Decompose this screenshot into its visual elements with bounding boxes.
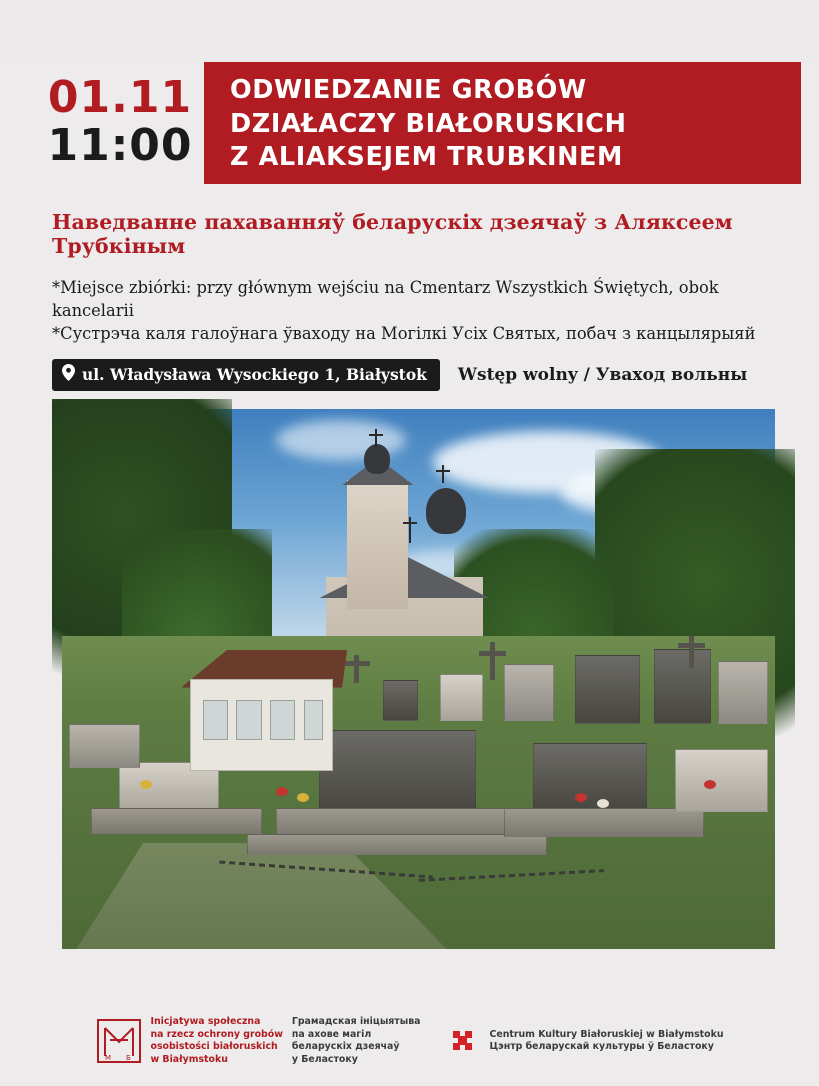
flower bbox=[597, 799, 609, 808]
footer-logos bbox=[0, 1016, 819, 1066]
inicjatywa-monogram-icon bbox=[96, 1018, 142, 1064]
title-line-3: Z ALIAKSEJEM TRUBKINEM bbox=[230, 142, 624, 173]
logo-line: na rzecz ochrony grobów bbox=[150, 1028, 283, 1040]
inicjatywa-text-be bbox=[292, 1016, 421, 1066]
gravestone bbox=[675, 749, 768, 812]
window bbox=[270, 700, 295, 740]
logo-line: Inicjatywa społeczna bbox=[150, 1016, 261, 1028]
header bbox=[44, 62, 801, 184]
event-date: 01.11 bbox=[47, 72, 193, 124]
gravestone bbox=[69, 724, 140, 768]
flower bbox=[297, 793, 309, 802]
centrum-text bbox=[489, 1029, 723, 1054]
poster bbox=[0, 62, 819, 1086]
logo-line: у Беластоку bbox=[291, 1053, 358, 1065]
cemetery-path bbox=[76, 843, 447, 949]
gravestone bbox=[575, 655, 639, 724]
gravestone bbox=[533, 743, 647, 812]
church-dome bbox=[426, 488, 466, 534]
gravestone bbox=[383, 680, 419, 721]
photo-ground bbox=[62, 636, 775, 949]
logo-line: osobistości białoruskich bbox=[150, 1041, 278, 1053]
title-line-2: DZIAŁACZY BIAŁORUSKICH bbox=[230, 108, 627, 139]
gravestone bbox=[654, 649, 711, 724]
grave-kerb bbox=[247, 834, 546, 856]
logo-line: w Białymstoku bbox=[150, 1053, 228, 1065]
date-time-block bbox=[44, 62, 204, 184]
window bbox=[203, 700, 228, 740]
note-line-be: *Сустрэча каля галоўнага ўваходу на Могілкі Усіх Святых, побач з канцылярыяй bbox=[52, 324, 756, 344]
logo-inicjatywa bbox=[96, 1016, 421, 1066]
grave-kerb bbox=[504, 808, 704, 836]
grave-cross-icon bbox=[354, 655, 359, 683]
gravestone bbox=[440, 674, 483, 721]
cemetery-office bbox=[190, 679, 333, 771]
location-pin-icon bbox=[62, 364, 75, 385]
event-time: 11:00 bbox=[47, 120, 193, 172]
church-dome bbox=[364, 444, 390, 474]
window bbox=[304, 700, 324, 740]
centrum-kultury-icon bbox=[446, 1024, 480, 1058]
gravestone bbox=[319, 730, 476, 811]
notes bbox=[52, 276, 779, 345]
grave-kerb bbox=[276, 808, 518, 836]
bell-tower bbox=[347, 480, 408, 610]
address-pill bbox=[52, 359, 440, 391]
church-cross-icon bbox=[375, 429, 377, 447]
note-line-pl: *Miejsce zbiórki: przy głównym wejściu na Cmentarz Wszystkich Świętych, obok kancelarii bbox=[52, 278, 719, 321]
title-line-1: ODWIEDZANIE GROBÓW bbox=[230, 75, 587, 106]
logo-line: Грамадская ініцыятыва bbox=[291, 1016, 421, 1028]
flower bbox=[276, 787, 288, 796]
address-text: ul. Władysława Wysockiego 1, Białystok bbox=[82, 365, 427, 385]
grave-kerb bbox=[91, 808, 262, 833]
grave-cross-icon bbox=[490, 642, 495, 680]
svg-text:Б: Б bbox=[125, 1054, 131, 1063]
logo-centrum-kultury bbox=[446, 1024, 723, 1058]
logo-line: Centrum Kultury Białoruskiej w Białymstoku bbox=[489, 1028, 724, 1040]
church-cross-icon bbox=[409, 517, 411, 543]
inicjatywa-text-pl bbox=[151, 1016, 283, 1066]
church-cross-icon bbox=[442, 465, 444, 483]
gravestone bbox=[718, 661, 768, 724]
logo-line: па ахове магіл bbox=[291, 1028, 372, 1040]
title-banner bbox=[204, 62, 801, 184]
grave-chain bbox=[419, 869, 604, 882]
address-row bbox=[52, 359, 779, 391]
logo-line: Цэнтр беларускай культуры ў Беластоку bbox=[489, 1041, 714, 1053]
logo-line: беларускіх дзеячаў bbox=[291, 1041, 400, 1053]
subtitle: Наведванне пахаванняў беларускіх дзеячаў з Аляксеем Трубкіным bbox=[52, 210, 733, 258]
admission-text: Wstęp wolny / Уваход вольны bbox=[457, 365, 748, 386]
window bbox=[236, 700, 261, 740]
event-photo bbox=[62, 409, 775, 949]
grave-cross-icon bbox=[689, 636, 694, 667]
svg-text:М: М bbox=[104, 1054, 111, 1063]
gravestone bbox=[504, 664, 554, 720]
